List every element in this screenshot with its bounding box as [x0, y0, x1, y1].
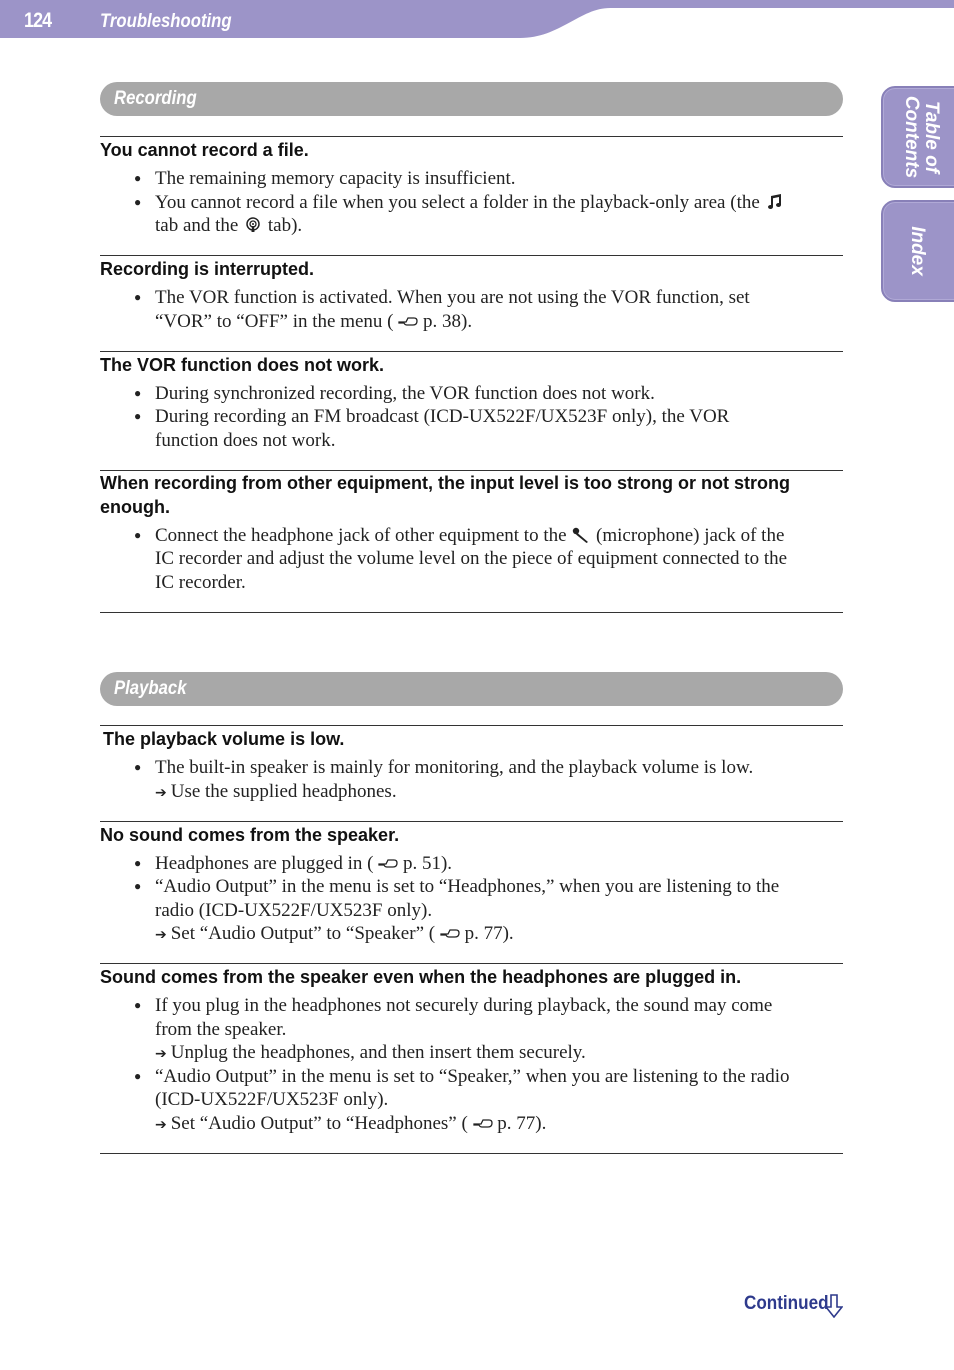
divider [100, 255, 843, 256]
page-number: 124 [24, 9, 52, 32]
question-heading-continuation: enough. [100, 497, 170, 517]
arrow-down-icon[interactable] [825, 1294, 843, 1318]
table-of-contents-tab[interactable] [881, 86, 954, 188]
list-item: ● The built-in speaker is mainly for monitoring, and the playback volume is low. [155, 756, 845, 780]
list-item-continuation: function does not work. [155, 430, 336, 451]
divider [100, 963, 843, 964]
list-item: ● “Audio Output” in the menu is set to “Speaker,” when you are listening to the radio [155, 1065, 845, 1089]
music-note-icon [765, 194, 785, 210]
solution-line: ➔ Use the supplied headphones. [155, 781, 397, 802]
solution-line: ➔ Set “Audio Output” to “Speaker” ( p. 77). [155, 923, 514, 944]
list-item-continuation: from the speaker. [155, 1019, 287, 1040]
continued-link[interactable]: Continued [744, 1293, 829, 1314]
question-heading: The VOR function does not work. [100, 355, 385, 375]
index-tab[interactable] [881, 200, 954, 302]
list-item-continuation: radio (ICD-UX522F/UX523F only). [155, 900, 433, 921]
list-item: ● During synchronized recording, the VOR function does not work. [155, 382, 845, 406]
page-header [0, 0, 954, 40]
list-item: ● The remaining memory capacity is insufficient. [155, 167, 845, 191]
list-item: ● During recording an FM broadcast (ICD-UX522F/UX523F only), the VOR [155, 405, 845, 429]
question-heading: Sound comes from the speaker even when the headphones are plugged in. [100, 967, 742, 987]
question-heading: The playback volume is low. [103, 729, 345, 749]
list-item: ● The VOR function is activated. When you are not using the VOR function, set [155, 286, 845, 310]
arrow-right-icon: ➔ [155, 785, 167, 801]
question-heading: Recording is interrupted. [100, 259, 315, 279]
question-heading: When recording from other equipment, the input level is too strong or not strong [100, 473, 791, 493]
podcast-icon [243, 217, 263, 233]
page-reference-hand-icon [398, 313, 418, 329]
solution-line: ➔ Unplug the headphones, and then insert them securely. [155, 1042, 586, 1063]
divider [100, 821, 843, 822]
list-item-continuation: IC recorder and adjust the volume level on the piece of equipment connected to the [155, 548, 788, 569]
list-item: ● If you plug in the headphones not securely during playback, the sound may come [155, 994, 845, 1018]
divider [100, 612, 843, 613]
page-reference-hand-icon [378, 855, 398, 871]
divider [100, 136, 843, 137]
list-item-continuation: IC recorder. [155, 572, 246, 593]
list-item: ● Connect the headphone jack of other equipment to the (microphone) jack of the [155, 524, 845, 548]
divider [100, 1153, 843, 1154]
list-item-continuation: tab and the tab). [155, 215, 303, 236]
question-heading: No sound comes from the speaker. [100, 825, 400, 845]
section-title: Recording [114, 88, 197, 109]
microphone-icon [571, 527, 591, 543]
header-title: Troubleshooting [100, 11, 232, 32]
divider [100, 351, 843, 352]
section-title: Playback [114, 678, 187, 699]
page-reference-hand-icon [473, 1115, 493, 1131]
list-item-continuation: “VOR” to “OFF” in the menu ( p. 38). [155, 311, 473, 332]
section-header-recording [100, 82, 843, 116]
section-header-playback [100, 672, 843, 706]
list-item: ● “Audio Output” in the menu is set to “Headphones,” when you are listening to the [155, 875, 845, 899]
list-item-continuation: (ICD-UX522F/UX523F only). [155, 1089, 389, 1110]
question-heading: You cannot record a file. [100, 140, 309, 160]
page-reference-hand-icon [440, 925, 460, 941]
arrow-right-icon: ➔ [155, 1117, 167, 1133]
list-item: ● You cannot record a file when you select a folder in the playback-only area (the [155, 191, 845, 215]
list-item: ● Headphones are plugged in ( p. 51). [155, 852, 845, 876]
table-of-contents-tab-label: Table of Contents [901, 95, 942, 179]
divider [100, 725, 843, 726]
arrow-right-icon: ➔ [155, 1046, 167, 1062]
arrow-right-icon: ➔ [155, 927, 167, 943]
solution-line: ➔ Set “Audio Output” to “Headphones” ( p. 77). [155, 1113, 547, 1134]
index-tab-label: Index [907, 226, 928, 276]
